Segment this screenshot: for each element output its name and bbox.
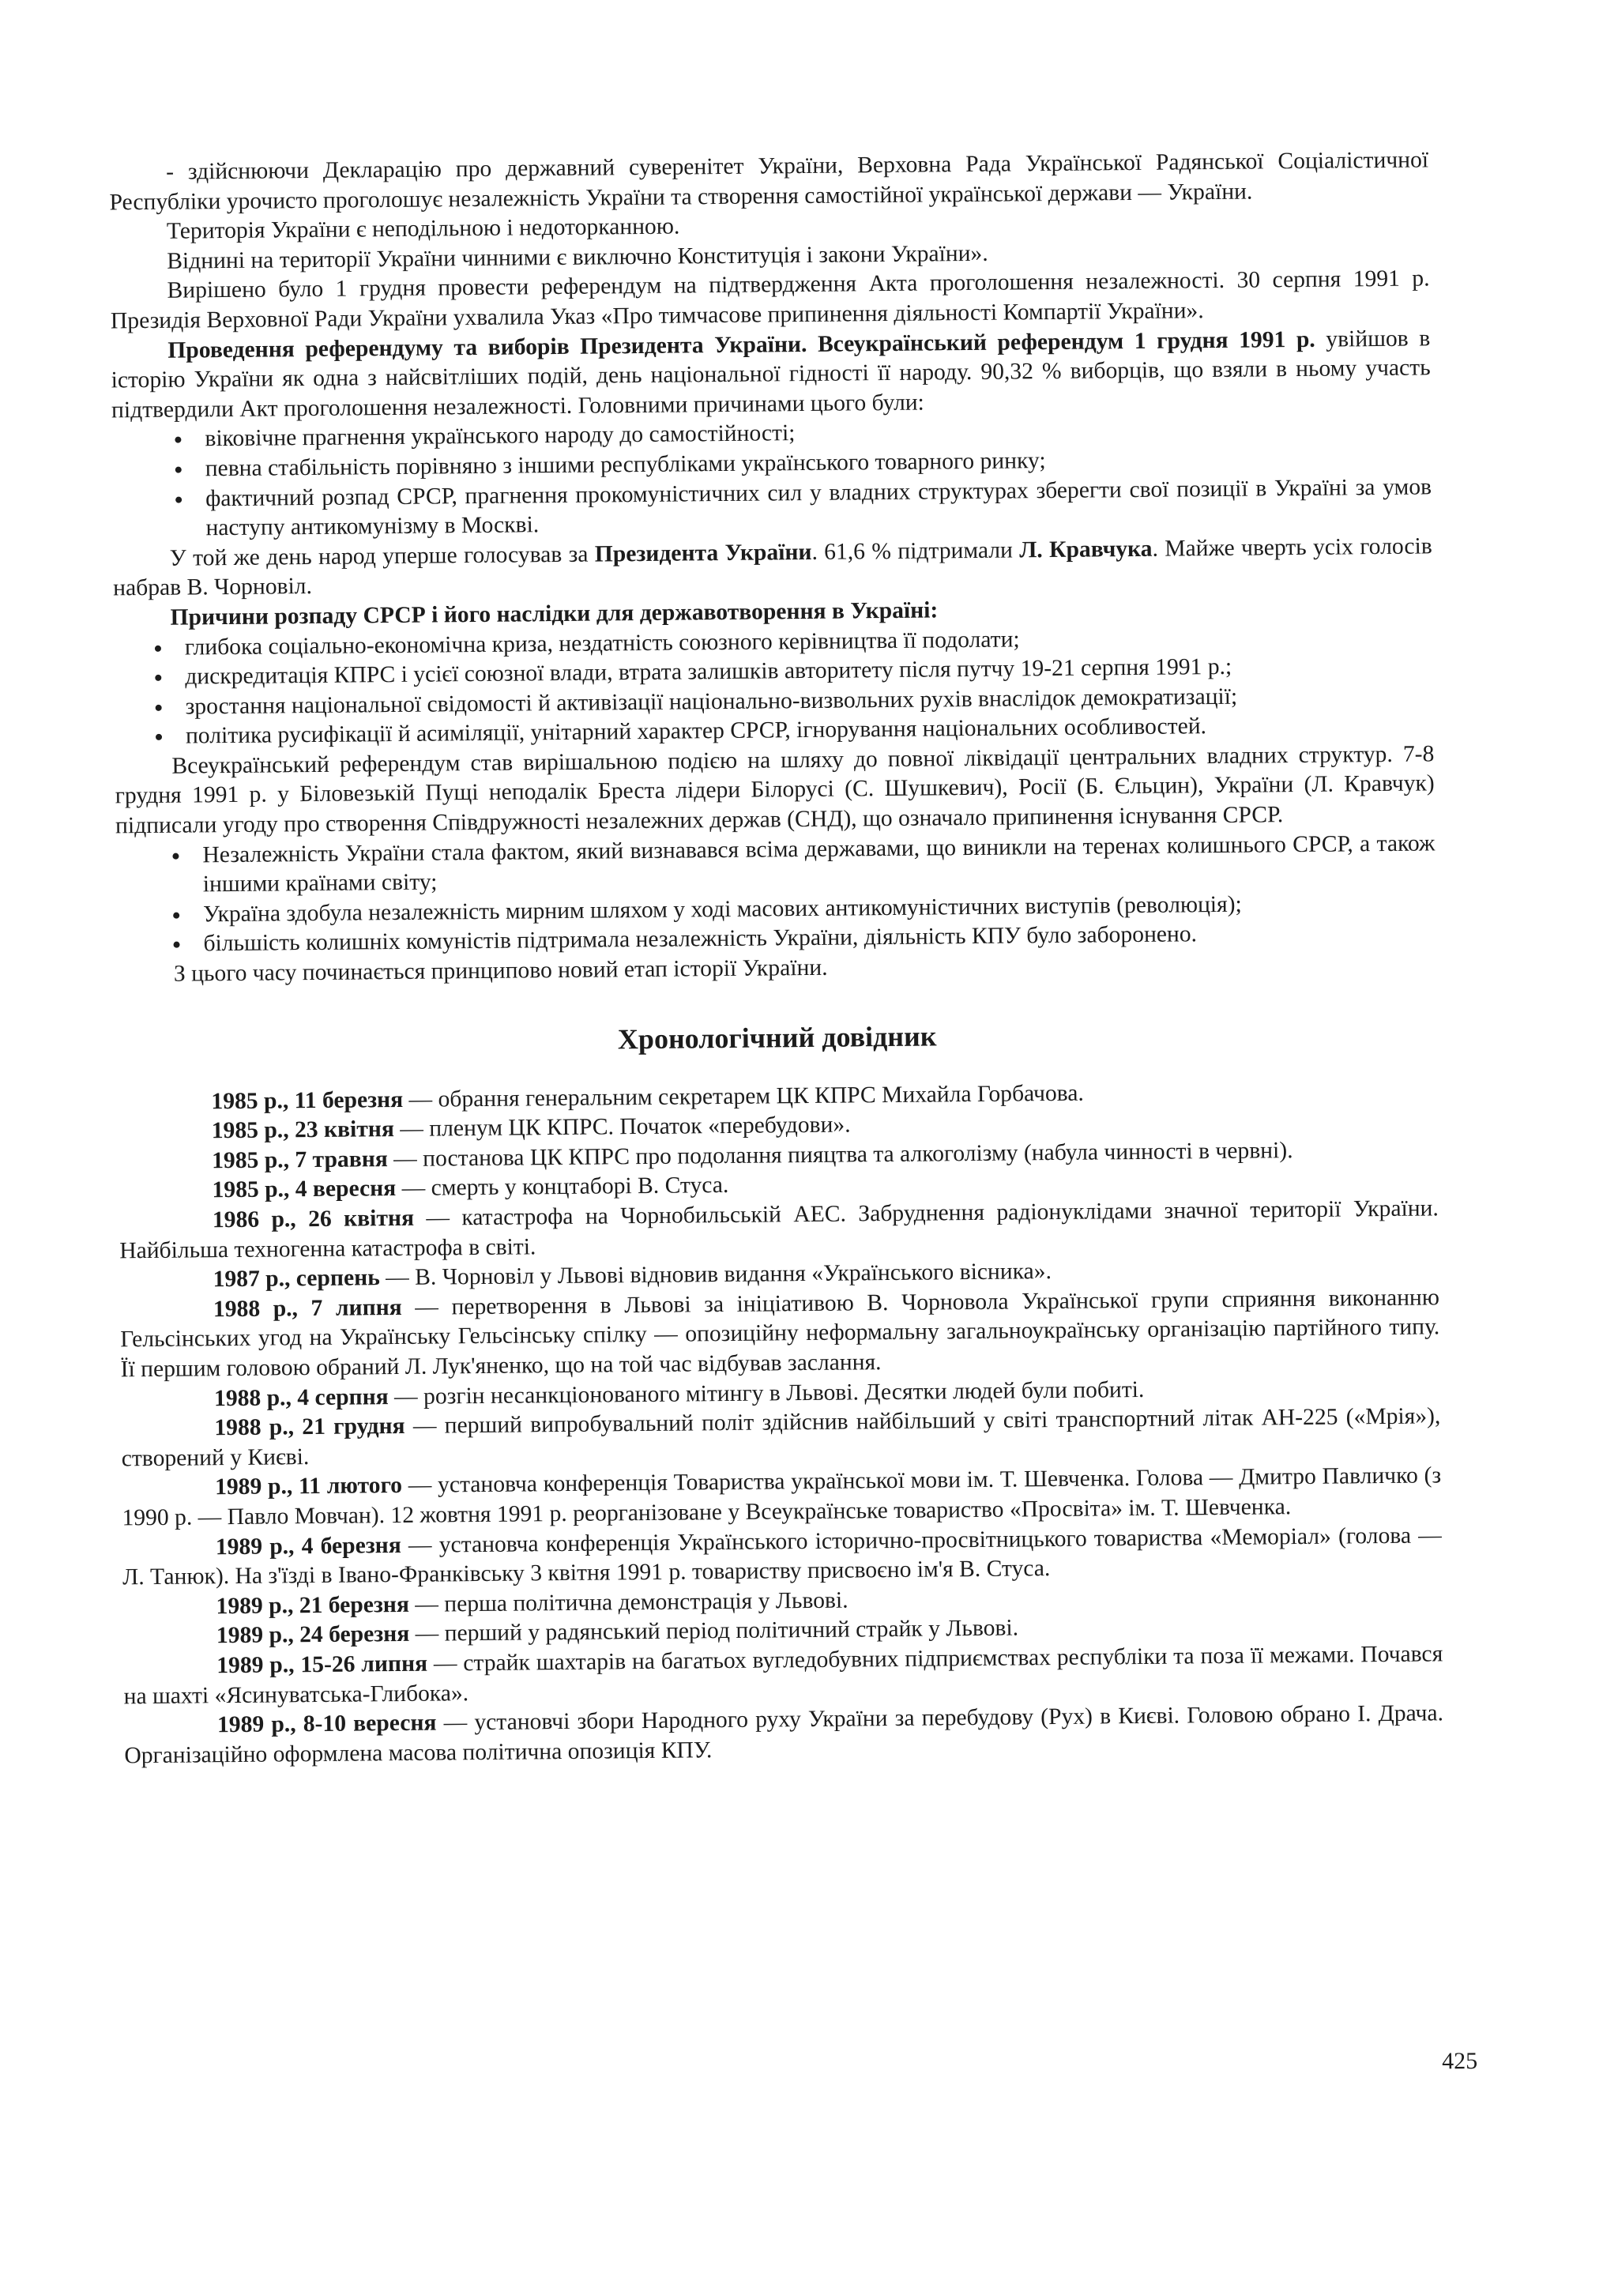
bullet-icon [173, 912, 179, 918]
intro-paragraph-3: Віднині на території України чинними є виключно Конституція і закони України». [167, 240, 988, 274]
bullet-icon [175, 437, 181, 443]
collapse-paragraph: Всеукраїнський референдум став вирішальною подією на шляху до повної ліквідації центральних владних структур. 7-8 грудня 1991 р. у Біловезькій Пущі неподалік Бреста лідери Білорусі (С. Шушкевич), Росії (Б. Єльцин), України (Л. Кравчук) підписали угоду про створення Співдружності незалежних держав (СНД), що означало припинення існування СРСР. [115, 741, 1435, 839]
bullet-icon [156, 734, 162, 740]
list-item: більшість колишніх комуністів підтримала незалежність України, діяльність КПУ було заборонено. [116, 918, 1436, 961]
list-item: віковічне прагнення українського народу до самостійності; [111, 413, 1431, 456]
chronology-entry: 1989 р., 15-26 липня — страйк шахтарів на багатьох вугледобувних підприємствах республіки та поза її межами. Почався на шахті «Ясинуватська-Глибока». [123, 1641, 1443, 1709]
chronology-entry: 1985 р., 7 травня — постанова ЦК КПРС про подолання пияцтва та алкоголізму (набула чинності в червні). [212, 1137, 1293, 1174]
chronology-entry: 1989 р., 8-10 вересня — установчі збори Народного руху України за перебудову (Рух) в Києві. Головою обрано І. Драча. Організаційно оформлена масова політична опозиція КПУ. [124, 1700, 1444, 1769]
chronology-title: Хронологічний довідник [617, 1020, 937, 1055]
list-item: Незалежність України стала фактом, який визнавався всіма державами, що виникли на теренах колишнього СРСР, а також іншими країнами світу; [115, 829, 1436, 901]
intro-paragraph-4: Вирішено було 1 грудня провести референдум на підтвердження Акта проголошення незалежності. 30 серпня 1991 р. Президія Верховної Ради України ухвалила Указ «Про тимчасове припинення діяльності Компартії України». [110, 265, 1430, 334]
list-item: певна стабільність порівняно з іншими республіками українського товарного ринку; [112, 442, 1432, 485]
chronology-entry: 1986 р., 26 квітня — катастрофа на Чорнобильській АЕС. Забруднення радіонуклідами значної території України. Найбільша техногенна катастрофа в світі. [119, 1195, 1439, 1263]
referendum-paragraph [111, 324, 1431, 426]
referendum-heading: Проведення референдуму та виборів Президента України. Всеукраїнський референдум 1 грудня 1991 р. [167, 326, 1315, 363]
closing-paragraph: З цього часу починається принципово новий етап історії України. [173, 954, 828, 987]
chronology-entry: 1987 р., серпень — В. Чорновіл у Львові відновив видання «Українського вісника». [213, 1259, 1052, 1293]
referendum-text: увійшов в історію України як одна з найсвітліших подій, день національної гідності її народу. 90,32 % виборців, що взяли в ньому участь підтвердили Акт проголошення незалежності. Головними причинами цього були: [111, 325, 1431, 423]
bullet-icon [155, 645, 161, 651]
chronology-entry: 1988 р., 7 липня — перетворення в Львові за ініціативою В. Чорновола Української групи сприяння виконанню Гельсінських угод на Українську Гельсінську спілку — опозиційну неформальну загальноукраїнську організацію партійного типу. Її першим головою обраний Л. Лук'яненко, що на той час відбував заслання. [120, 1285, 1440, 1383]
election-paragraph: У той же день народ уперше голосував за Президента України. 61,6 % підтримали Л. Кравчука. Майже чверть усіх голосів набрав В. Чорновіл. [113, 533, 1432, 601]
list-item: фактичний розпад СРСР, прагнення прокомуністичних сил у владних структурах зберегти свої позиції в Україні за умов наступу антикомунізму в Москві. [112, 472, 1432, 544]
bullet-icon [156, 705, 162, 711]
list-item: зростання національної свідомості й активізації національно-визвольних рухів внаслідок демократизації; [114, 680, 1433, 723]
consequences-list [115, 829, 1436, 960]
bullet-icon [174, 942, 180, 948]
bullet-icon [172, 853, 179, 859]
collapse-reasons-list [114, 621, 1434, 752]
chronology-entry: 1989 р., 4 березня — установча конференція Українського історично-просвітницького товариства «Меморіал» (голова — Л. Танюк). На з'їзді в Івано-Франківську 3 квітня 1991 р. товариству присвоєно ім'я В. Стуса. [122, 1522, 1442, 1590]
chronology-entry: 1988 р., 4 серпня — розгін несанкціонованого мітингу в Львові. Десятки людей були побиті. [213, 1376, 1145, 1411]
bullet-icon [155, 675, 161, 681]
chronology-entry: 1985 р., 23 квітня — пленум ЦК КПРС. Початок «перебудови». [211, 1112, 851, 1144]
chronology-list [118, 1075, 1443, 1771]
bullet-icon [175, 496, 182, 502]
chronology-entry: 1985 р., 11 березня — обрання генеральним секретарем ЦК КПРС Михайла Горбачова. [211, 1080, 1084, 1114]
chronology-entry: 1985 р., 4 вересня — смерть у концтаборі В. Стуса. [212, 1172, 729, 1203]
collapse-heading: Причини розпаду СРСР і його наслідки для державотворення в Україні: [170, 597, 939, 630]
chronology-entry: 1989 р., 11 лютого — установча конференція Товариства української мови ім. Т. Шевченка. Голова — Дмитро Павличко (з 1990 р. — Павло Мовчан). 12 жовтня 1991 р. реорганізоване у Всеукраїнське товариство «Просвіта» ім. Т. Шевченка. [122, 1462, 1442, 1531]
page-body [109, 145, 1444, 1771]
referendum-reasons-list [111, 413, 1432, 544]
chronology-entry: 1988 р., 21 грудня — перший випробувальний політ здійснив найбільший у світі транспортний літак АН-225 («Мрія»), створений у Києві. [121, 1403, 1441, 1472]
bullet-icon [175, 467, 182, 473]
list-item: політика русифікації й асиміляції, унітарний характер СРСР, ігнорування національних особливостей. [115, 710, 1434, 753]
page-number: 425 [1442, 2047, 1478, 2075]
chronology-entry: 1989 р., 21 березня — перша політична демонстрація у Львові. [216, 1587, 849, 1619]
intro-paragraph-1: - здійснюючи Декларацію про державний суверенітет України, Верховна Рада Української Радянської Соціалістичної Республіки урочисто проголошує незалежність України та створення самостійної української держави — України. [109, 147, 1429, 216]
list-item: глибока соціально-економічна криза, нездатність союзного керівництва її подолати; [114, 621, 1433, 664]
list-item: дискредитація КПРС і усієї союзної влади, втрата залишків авторитету після путчу 19-21 серпня 1991 р.; [114, 650, 1433, 693]
list-item: Україна здобула незалежність мирним шляхом у ході масових антикомуністичних виступів (революція); [116, 888, 1436, 931]
chronology-entry: 1989 р., 24 березня — перший у радянський період політичний страйк у Львові. [216, 1615, 1019, 1649]
intro-paragraph-2: Територія України є неподільною і недоторканною. [166, 213, 680, 244]
